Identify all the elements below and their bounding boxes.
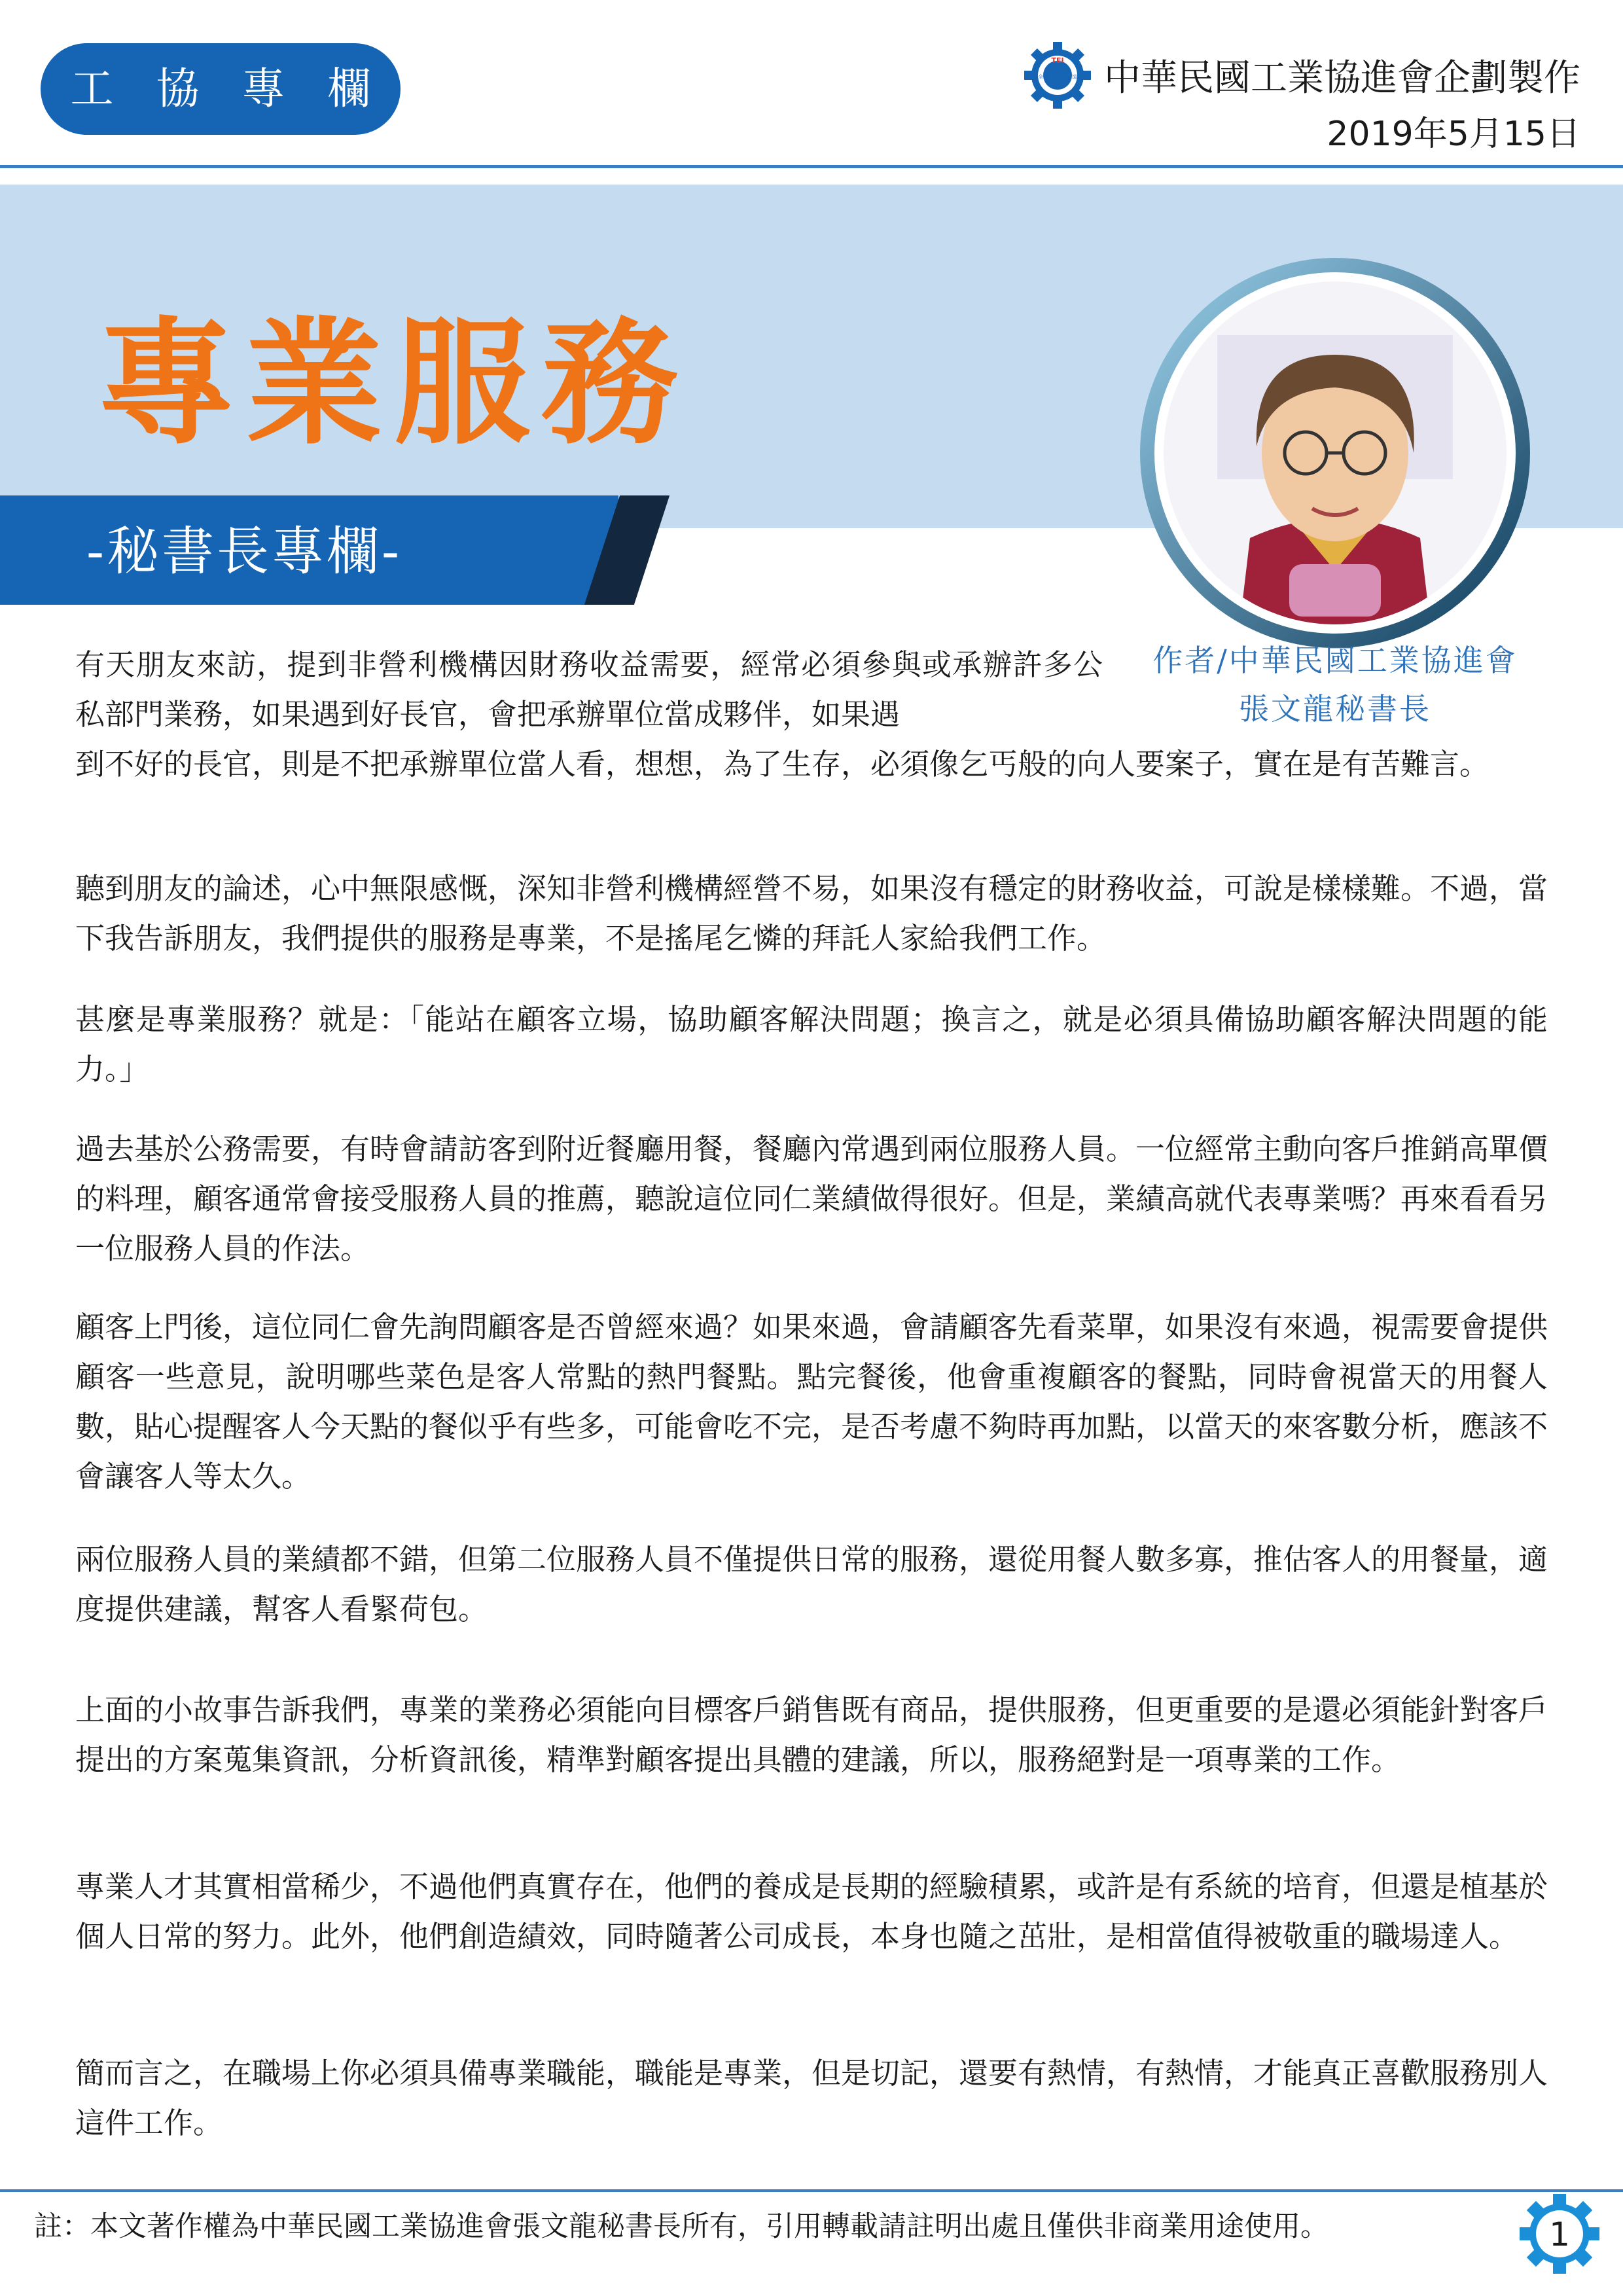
paragraph: 過去基於公務需要，有時會請訪客到附近餐廳用餐，餐廳內常遇到兩位服務人員。一位經常主動向客戶推銷高單價的料理，顧客通常會接受服務人員的推薦，聽說這位同仁業績做得很好。但是，業績高就代表專業嗎？再來看看另一位服務人員的作法。 [75,1132,1548,1266]
copyright-note: 註：本文著作權為中華民國工業協進會張文龍秘書長所有，引用轉載請註明出處且僅供非商業用途使用。 [34,2210,1329,2243]
paragraph: 聽到朋友的論述，心中無限感慨，深知非營利機構經營不易，如果沒有穩定的財務收益，可說是樣樣難。不過，當下我告訴朋友，我們提供的服務是專業，不是搖尾乞憐的拜託人家給我們工作。 [75,871,1548,956]
paragraph: 顧客上門後，這位同仁會先詢問顧客是否曾經來過？如果來過，會請顧客先看菜單，如果沒有來過，視需要會提供顧客一些意見，說明哪些菜色是客人常點的熱門餐點。點完餐後，他會重複顧客的餐點，同時會視當天的用餐人數，貼心提醒客人今天點的餐似乎有些多，可能會吃不完，是否考慮不夠時再加點，以當天的來客數分析，應該不會讓客人等太久。 [75,1310,1548,1494]
svg-text:TEI: TEI [1051,56,1064,65]
paragraph: 簡而言之，在職場上你必須具備專業職能，職能是專業，但是切記，還要有熱情，有熱情，才能真正喜歡服務別人這件工作。 [75,2056,1548,2140]
article-subtitle: -秘書長專欄- [86,521,402,582]
paragraph: 上面的小故事告訴我們，專業的業務必須能向目標客戶銷售既有商品，提供服務，但更重要的是還必須能針對客戶提出的方案蒐集資訊，分析資訊後，精準對顧客提出具體的建議，所以，服務絕對是一項專業的工作。 [75,1693,1548,1777]
svg-text:全國: 全國 [1038,74,1048,80]
paragraph-1-end: 到不好的長官，則是不把承辦單位當人看，想想，為了生存，必須像乞丐般的向人要案子，實在是有苦難言。 [75,747,1489,781]
byline-name: 張文龍秘書長 [1239,691,1431,726]
publish-date: 2019年5月15日 [1327,115,1580,154]
org-header [1022,46,1580,105]
author-byline [1135,636,1535,733]
paragraph-1-start: 有天朋友來訪，提到非營利機構因財務收益需要，經常必須參與或承辦許多公私部門業務，如果遇到好長官，會把承辦單位當成夥伴，如果遇 [75,647,1103,732]
byline-org: 作者/中華民國工業協進會 [1152,643,1518,678]
header-divider [0,165,1623,168]
column-tag: 工 協 專 欄 [41,43,401,135]
gear-page-icon [1517,2191,1602,2276]
org-production-label: 中華民國工業協進會企劃製作 [1104,57,1580,99]
article-title: 專業服務 [98,304,690,463]
caricature-portrait [1139,257,1531,649]
page-number: 1 [1549,2215,1570,2253]
paragraph: 甚麼是專業服務？就是：「能站在顧客立場，協助顧客解決問題；換言之，就是必須具備協助顧客解決問題的能力。」 [75,1002,1548,1086]
paragraph: 專業人才其實相當稀少，不過他們真實存在，他們的養成是長期的經驗積累，或許是有系統的培育，但還是植基於個人日常的努力。此外，他們創造績效，同時隨著公司成長，本身也隨之茁壯，是相當值得被敬重的職場達人。 [75,1869,1548,1954]
paragraph: 兩位服務人員的業績都不錯，但第二位服務人員不僅提供日常的服務，還從用餐人數多寡，推估客人的用餐量，適度提供建議，幫客人看緊荷包。 [75,1542,1548,1626]
gear-logo-icon [1022,39,1094,111]
svg-text:工協: 工協 [1067,74,1077,80]
footer-divider [0,2189,1623,2192]
